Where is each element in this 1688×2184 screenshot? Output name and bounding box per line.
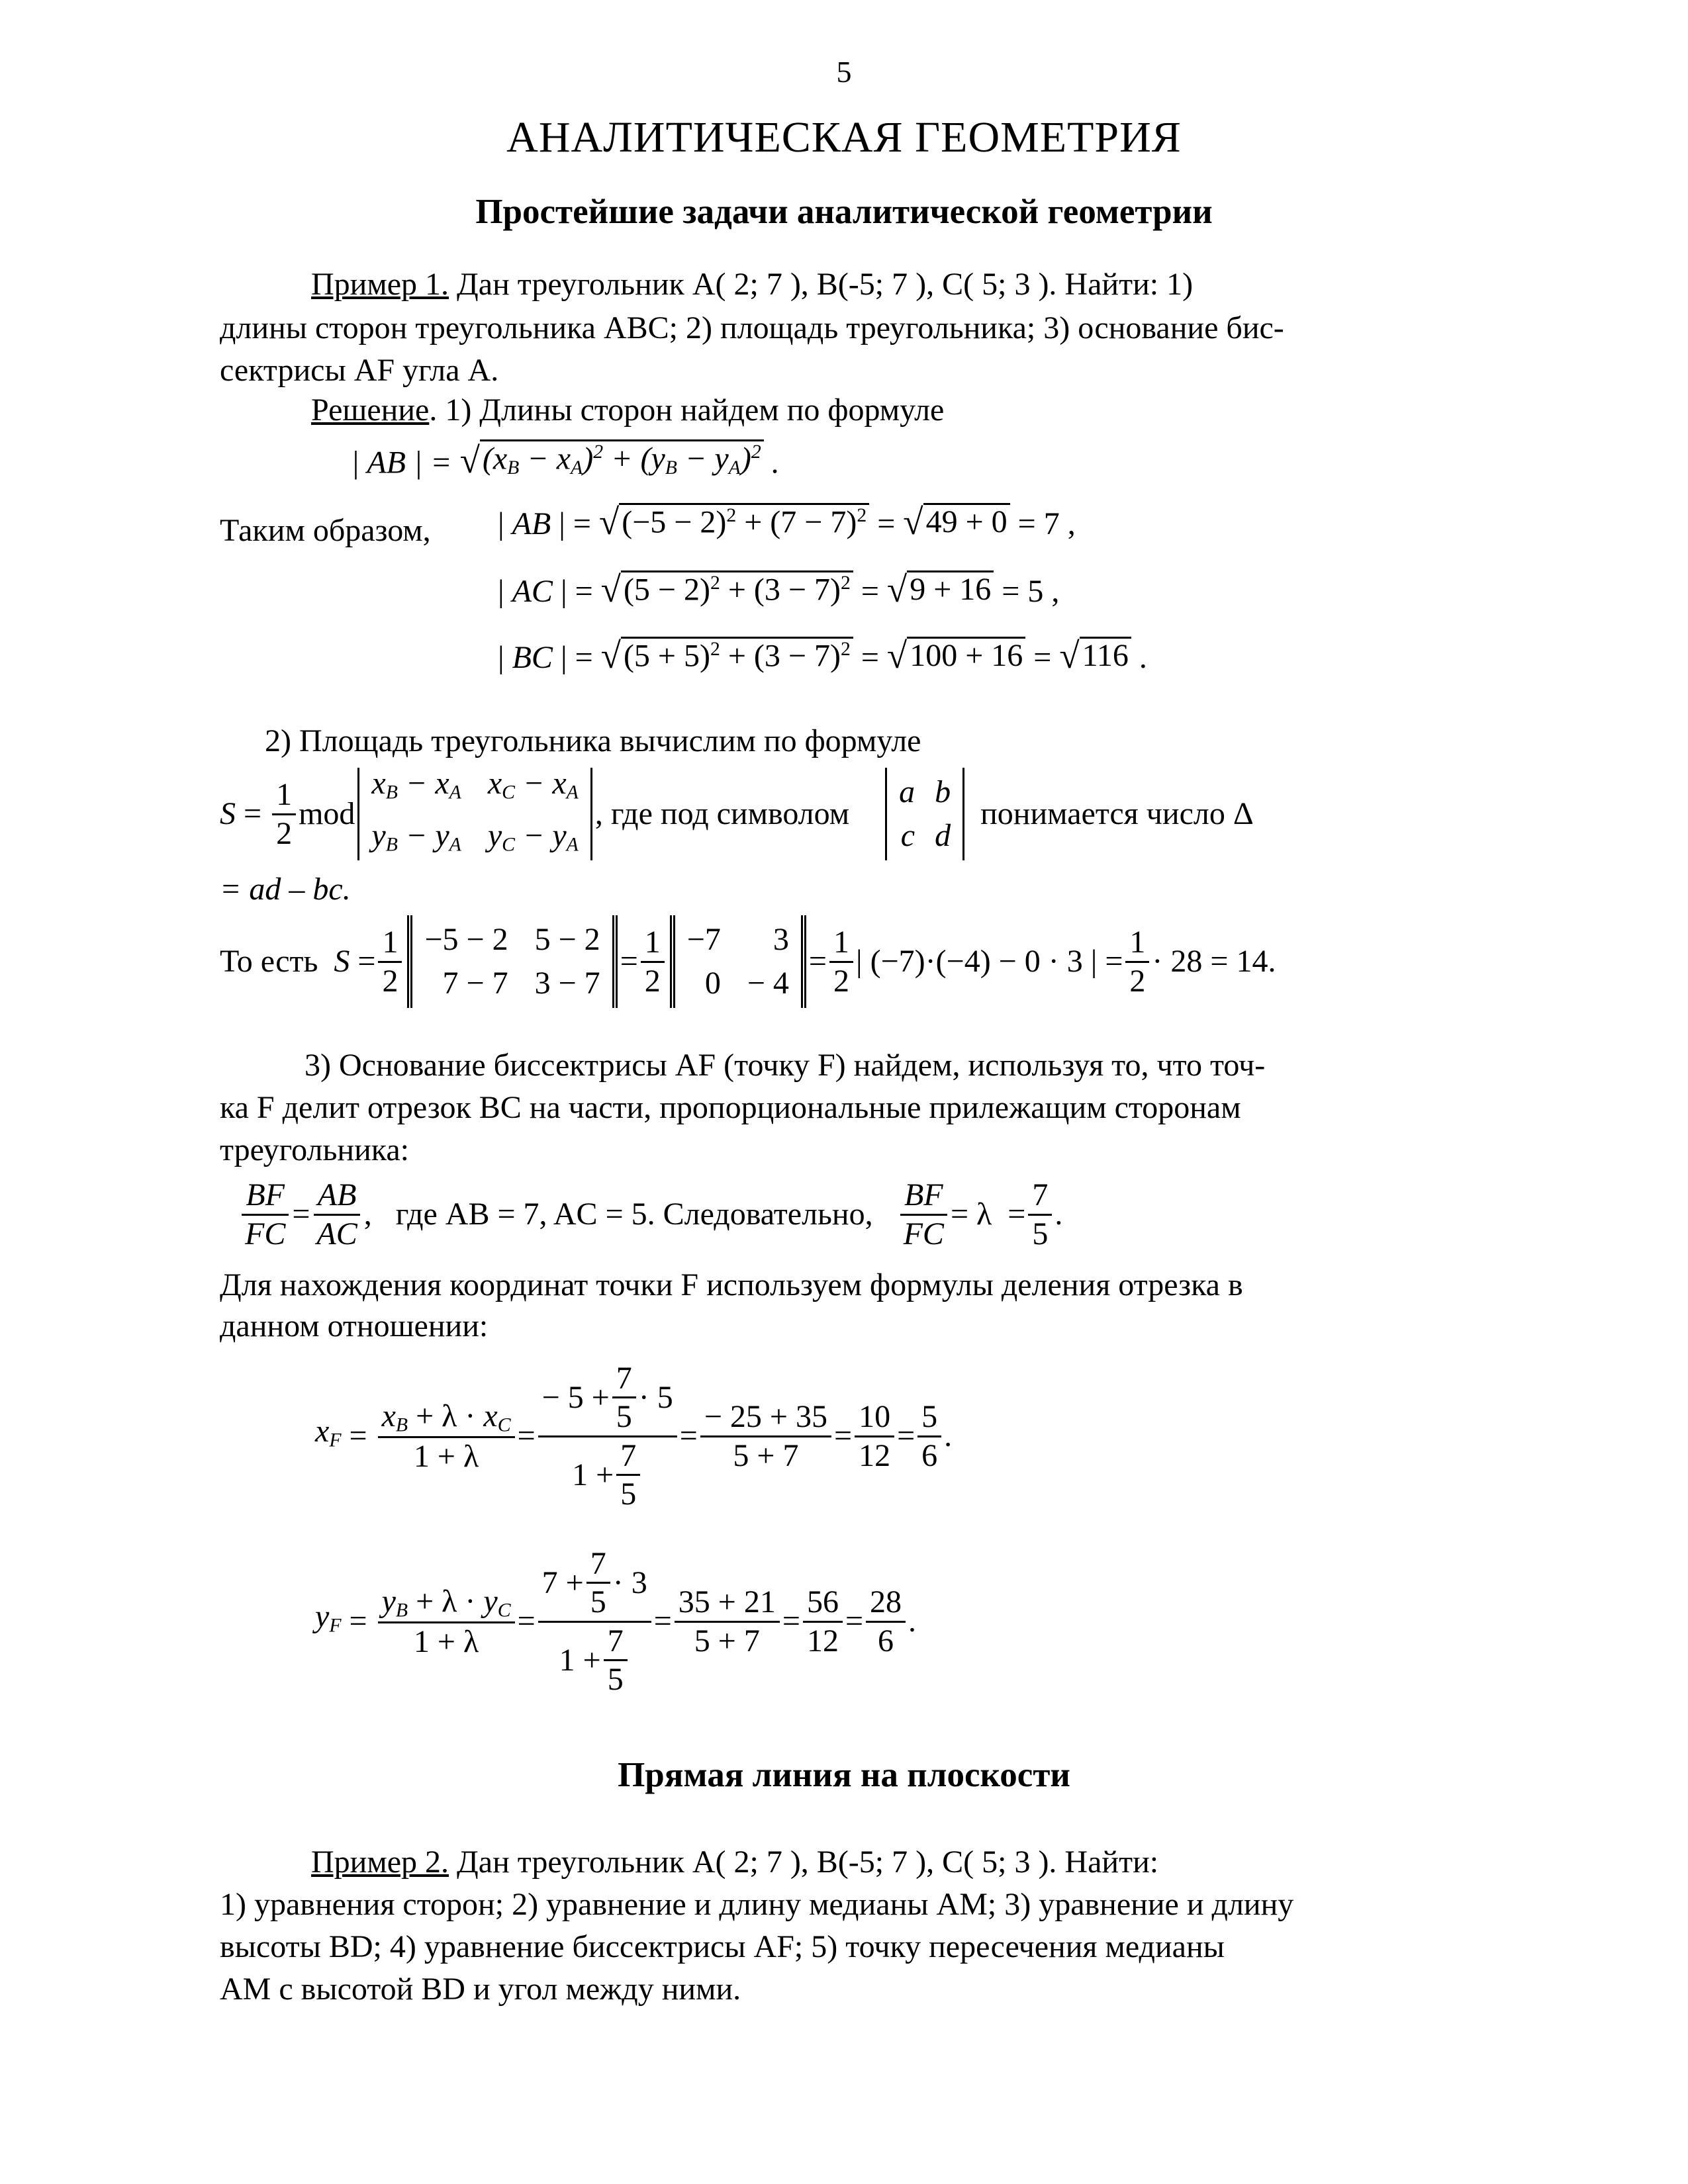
section-2-title: Прямая линия на плоскости [618, 1756, 1070, 1794]
area-intro: 2) Площадь треугольника вычислим по формуле [265, 723, 921, 758]
ratio-where: где AB = 7, AC = 5. Следовательно, [395, 1197, 873, 1232]
ac-length: | AC | = √ $(5 - 2)^2 + (3 - 7)^2$ = √ 9 + 16 = 5 , [498, 569, 1060, 610]
example-2-line2: 1) уравнения сторон; 2) уравнение и длину медианы AM; 3) уравнение и длину [220, 1887, 1294, 1922]
area-means: понимается число Δ [980, 796, 1254, 831]
bisector-line3: треугольника: [220, 1132, 409, 1167]
solution-label: Решение [311, 392, 430, 428]
page-number: 5 [836, 55, 852, 89]
example-1-line1 [311, 265, 1193, 304]
bc-length: | BC | = √ $(5 + 5)^2 + (3 - 7)^2$ = √ 100 + 16 = √ 116 . [498, 635, 1147, 676]
example-2-line3: высоты BD; 4) уравнение биссектрисы AF; 5) точку пересечения медианы [220, 1929, 1225, 1964]
yf-formula: $y_F$ = $\frac{y_B + \lambda \cdot y_C}{1 + \lambda}$ = 7 + $\frac{7}{5}$ · 3 1 + $\frac{7}{5}$ = $\frac{35 + 21}{5 + 7}$ = $\frac{56}{12}$ = $\frac{28}{6}$ . [315, 1546, 917, 1697]
distance-formula: | AB | = √ $(x_B - x_A)^2 + (y_B - y_A)^2$ . [351, 440, 780, 481]
area-formula: S = $\frac{1}{2}$ mod $x_B - x_A$ $x_C - x_A$ $y_B - y_A$ $y_C - y_A$ , где под символом a b c d понимается число Δ [220, 768, 1254, 860]
coords-line2: данном отношении: [220, 1308, 489, 1343]
that-is-label: То есть [220, 944, 318, 979]
thus-label: Таким образом, [220, 513, 431, 548]
main-title: АНАЛИТИЧЕСКАЯ ГЕОМЕТРИЯ [506, 113, 1182, 161]
example-2-line1 [311, 1843, 1158, 1882]
xf-formula: $x_F$ = $\frac{x_B + \lambda \cdot x_C}{1 + \lambda}$ = − 5 + $\frac{7}{5}$ · 5 1 + $\frac{7}{5}$ = $\frac{- 25 + 35}{5 + 7}$ = $\frac{10}{12}$ = $\frac{5}{6}$ . [315, 1361, 953, 1512]
example-1-line3: сектрисы AF угла A. [220, 353, 499, 388]
bisector-line2: ка F делит отрезок BC на части, пропорциональные прилежащим сторонам [220, 1090, 1241, 1125]
example-1-label: Пример 1. [311, 267, 449, 302]
ab-length: | AB | = √ $(-5 - 2)^2 + (7 - 7)^2$ = √ 49 + 0 = 7 , [498, 501, 1076, 542]
ratio-formula: $\frac{BF}{FC}$ = $\frac{AB}{AC}$ , где AB = 7, AC = 5. Следовательно, $\frac{BF}{FC}$ = λ = $\frac{7}{5}$ . [238, 1171, 1062, 1257]
area-where: , где под символом [594, 796, 850, 831]
solution-text: . 1) Длины сторон найдем по формуле [429, 392, 945, 428]
area-computation: То есть S = $\frac{1}{2}$ −5 − 2 5 − 2 7 − 7 3 − 7 = $\frac{1}{2}$ −7 3 0 − 4 = $\frac{1}{2}$ | (−7)·(−4) − 0 · 3 | = $\frac{1}{2}$ · 28 = 14. [220, 912, 1276, 1011]
coords-line1: Для нахождения координат точки F используем формулы деления отрезка в [220, 1267, 1243, 1302]
example-1-line2: длины сторон треугольника ABC; 2) площадь треугольника; 3) основание бис- [220, 310, 1284, 345]
example-2-label: Пример 2. [311, 1844, 449, 1880]
solution-line [311, 390, 944, 430]
example-1-text: Дан треугольник A( 2; 7 ), B(-5; 7 ), C( 5; 3 ). Найти: 1) [457, 267, 1194, 302]
section-1-title: Простейшие задачи аналитической геометрии [475, 193, 1213, 231]
example-2-line4: AM с высотой BD и угол между ними. [220, 1972, 741, 2007]
bisector-line1: 3) Основание биссектрисы AF (точку F) найдем, используя то, что точ- [305, 1048, 1266, 1083]
example-2-text: Дан треугольник A( 2; 7 ), B(-5; 7 ), C( 5; 3 ). Найти: [457, 1844, 1159, 1880]
area-definition: = ad – bc. [220, 872, 351, 907]
